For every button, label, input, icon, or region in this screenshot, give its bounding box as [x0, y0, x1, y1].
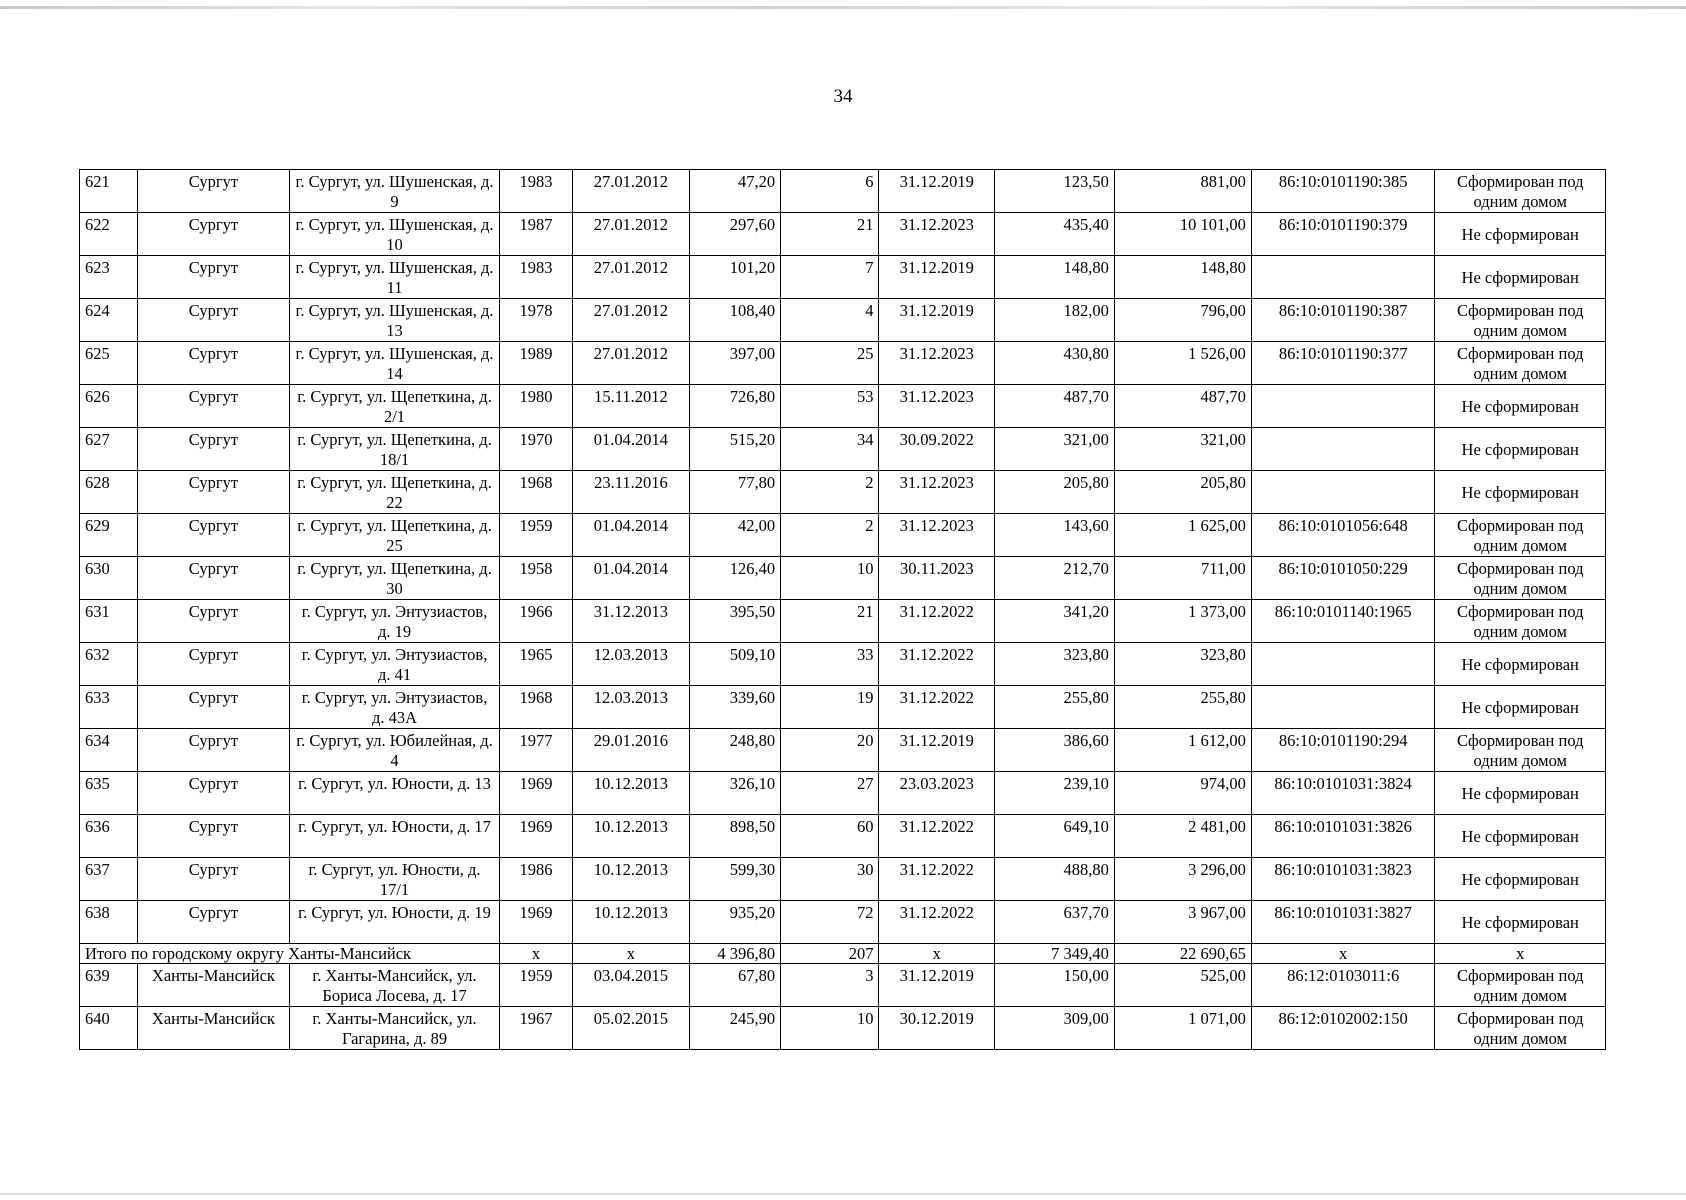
date-start-cell: 23.11.2016 [573, 471, 690, 514]
table-row [80, 901, 1606, 944]
cadastral-number-cell: 86:10:0101190:294 [1251, 729, 1435, 772]
cadastral-number-cell: 86:12:0102002:150 [1251, 1007, 1435, 1050]
status-cell: Не сформирован [1435, 815, 1606, 858]
date-start-cell: 27.01.2012 [573, 256, 690, 299]
year-cell: 1970 [500, 428, 573, 471]
residents-cell: 27 [781, 772, 879, 815]
date-end-cell: 31.12.2019 [879, 170, 995, 213]
value-1-cell: 487,70 [995, 385, 1115, 428]
status-cell: Сформирован под одним домом [1435, 299, 1606, 342]
value-1-cell: 123,50 [995, 170, 1115, 213]
year-cell: 1987 [500, 213, 573, 256]
housing-table [79, 169, 1606, 1050]
value-2-cell: 1 625,00 [1114, 514, 1251, 557]
year-cell: 1959 [500, 514, 573, 557]
address-cell: г. Сургут, ул. Щепеткина, д. 25 [290, 514, 500, 557]
date-end-cell: 31.12.2019 [879, 729, 995, 772]
cadastral-number-cell: 86:10:0101140:1965 [1251, 600, 1435, 643]
value-2-cell: 148,80 [1114, 256, 1251, 299]
date-start-cell: 10.12.2013 [573, 901, 690, 944]
area-cell: 339,60 [689, 686, 780, 729]
area-cell: 248,80 [689, 729, 780, 772]
area-cell: 599,30 [689, 858, 780, 901]
date-end-cell: 30.11.2023 [879, 557, 995, 600]
row-number-cell: 627 [80, 428, 138, 471]
status-cell: Сформирован под одним домом [1435, 1007, 1606, 1050]
residents-cell: 34 [781, 428, 879, 471]
date-end-cell: 31.12.2022 [879, 600, 995, 643]
city-cell: Сургут [137, 643, 289, 686]
year-cell: 1969 [500, 772, 573, 815]
row-number-cell: 621 [80, 170, 138, 213]
cadastral-number-cell: 86:10:0101031:3827 [1251, 901, 1435, 944]
area-cell: 245,90 [689, 1007, 780, 1050]
year-cell: 1968 [500, 471, 573, 514]
table-row [80, 385, 1606, 428]
status-cell: Не сформирован [1435, 643, 1606, 686]
area-cell: 509,10 [689, 643, 780, 686]
value-2-cell: 3 296,00 [1114, 858, 1251, 901]
city-cell: Сургут [137, 170, 289, 213]
date-start-cell: 15.11.2012 [573, 385, 690, 428]
row-number-cell: 630 [80, 557, 138, 600]
row-number-cell: 640 [80, 1007, 138, 1050]
cadastral-number-cell [1251, 686, 1435, 729]
residents-cell: 21 [781, 213, 879, 256]
residents-cell: 72 [781, 901, 879, 944]
table-row [80, 471, 1606, 514]
address-cell: г. Сургут, ул. Щепеткина, д. 22 [290, 471, 500, 514]
row-number-cell: 636 [80, 815, 138, 858]
total-v1-cell: 7 349,40 [995, 944, 1115, 964]
value-2-cell: 711,00 [1114, 557, 1251, 600]
city-cell: Сургут [137, 729, 289, 772]
table-row [80, 170, 1606, 213]
date-start-cell: 27.01.2012 [573, 342, 690, 385]
residents-cell: 33 [781, 643, 879, 686]
residents-cell: 2 [781, 471, 879, 514]
cadastral-number-cell: 86:10:0101190:385 [1251, 170, 1435, 213]
scan-edge-top [0, 6, 1686, 9]
date-start-cell: 10.12.2013 [573, 858, 690, 901]
status-cell: Не сформирован [1435, 471, 1606, 514]
value-1-cell: 150,00 [995, 964, 1115, 1007]
date-start-cell: 29.01.2016 [573, 729, 690, 772]
address-cell: г. Сургут, ул. Щепеткина, д. 30 [290, 557, 500, 600]
residents-cell: 19 [781, 686, 879, 729]
status-cell: Не сформирован [1435, 901, 1606, 944]
cadastral-number-cell: 86:10:0101190:379 [1251, 213, 1435, 256]
date-start-cell: 12.03.2013 [573, 643, 690, 686]
city-cell: Сургут [137, 385, 289, 428]
date-end-cell: 31.12.2023 [879, 385, 995, 428]
date-end-cell: 31.12.2019 [879, 256, 995, 299]
value-2-cell: 10 101,00 [1114, 213, 1251, 256]
value-1-cell: 205,80 [995, 471, 1115, 514]
value-2-cell: 487,70 [1114, 385, 1251, 428]
value-1-cell: 212,70 [995, 557, 1115, 600]
value-2-cell: 205,80 [1114, 471, 1251, 514]
year-cell: 1969 [500, 901, 573, 944]
row-number-cell: 634 [80, 729, 138, 772]
scan-edge-bottom [0, 1193, 1686, 1195]
value-2-cell: 796,00 [1114, 299, 1251, 342]
value-1-cell: 435,40 [995, 213, 1115, 256]
city-cell: Сургут [137, 342, 289, 385]
value-1-cell: 148,80 [995, 256, 1115, 299]
address-cell: г. Ханты-Мансийск, ул. Гагарина, д. 89 [290, 1007, 500, 1050]
year-cell: 1968 [500, 686, 573, 729]
residents-cell: 2 [781, 514, 879, 557]
date-end-cell: 31.12.2022 [879, 686, 995, 729]
address-cell: г. Сургут, ул. Энтузиастов, д. 19 [290, 600, 500, 643]
address-cell: г. Сургут, ул. Шушенская, д. 13 [290, 299, 500, 342]
year-cell: 1967 [500, 1007, 573, 1050]
row-number-cell: 639 [80, 964, 138, 1007]
city-cell: Сургут [137, 471, 289, 514]
table-row [80, 964, 1606, 1007]
area-cell: 397,00 [689, 342, 780, 385]
total-cadastre-cell: х [1251, 944, 1435, 964]
date-start-cell: 10.12.2013 [573, 772, 690, 815]
city-cell: Сургут [137, 686, 289, 729]
row-number-cell: 633 [80, 686, 138, 729]
total-people-cell: 207 [781, 944, 879, 964]
row-number-cell: 632 [80, 643, 138, 686]
address-cell: г. Ханты-Мансийск, ул. Бориса Лосева, д. 17 [290, 964, 500, 1007]
cadastral-number-cell: 86:10:0101031:3826 [1251, 815, 1435, 858]
table-row [80, 428, 1606, 471]
city-cell: Сургут [137, 600, 289, 643]
row-number-cell: 637 [80, 858, 138, 901]
status-cell: Сформирован под одним домом [1435, 342, 1606, 385]
table-row [80, 213, 1606, 256]
area-cell: 42,00 [689, 514, 780, 557]
value-2-cell: 2 481,00 [1114, 815, 1251, 858]
residents-cell: 21 [781, 600, 879, 643]
area-cell: 935,20 [689, 901, 780, 944]
cadastral-number-cell [1251, 385, 1435, 428]
date-end-cell: 30.12.2019 [879, 1007, 995, 1050]
status-cell: Не сформирован [1435, 686, 1606, 729]
address-cell: г. Сургут, ул. Энтузиастов, д. 43А [290, 686, 500, 729]
date-start-cell: 27.01.2012 [573, 213, 690, 256]
value-1-cell: 430,80 [995, 342, 1115, 385]
address-cell: г. Сургут, ул. Щепеткина, д. 18/1 [290, 428, 500, 471]
cadastral-number-cell [1251, 643, 1435, 686]
cadastral-number-cell [1251, 471, 1435, 514]
total-date1-cell: х [573, 944, 690, 964]
status-cell: Не сформирован [1435, 772, 1606, 815]
date-end-cell: 31.12.2022 [879, 643, 995, 686]
row-number-cell: 625 [80, 342, 138, 385]
date-end-cell: 31.12.2019 [879, 299, 995, 342]
table-row [80, 1007, 1606, 1050]
row-number-cell: 628 [80, 471, 138, 514]
residents-cell: 4 [781, 299, 879, 342]
row-number-cell: 635 [80, 772, 138, 815]
row-number-cell: 626 [80, 385, 138, 428]
date-start-cell: 01.04.2014 [573, 557, 690, 600]
value-1-cell: 182,00 [995, 299, 1115, 342]
city-cell: Сургут [137, 428, 289, 471]
year-cell: 1977 [500, 729, 573, 772]
area-cell: 326,10 [689, 772, 780, 815]
address-cell: г. Сургут, ул. Юбилейная, д. 4 [290, 729, 500, 772]
table-row [80, 557, 1606, 600]
city-cell: Сургут [137, 514, 289, 557]
address-cell: г. Сургут, ул. Шушенская, д. 11 [290, 256, 500, 299]
date-end-cell: 30.09.2022 [879, 428, 995, 471]
city-cell: Сургут [137, 213, 289, 256]
value-1-cell: 321,00 [995, 428, 1115, 471]
value-2-cell: 1 373,00 [1114, 600, 1251, 643]
table-row [80, 686, 1606, 729]
table-row [80, 600, 1606, 643]
city-cell: Сургут [137, 772, 289, 815]
city-cell: Сургут [137, 299, 289, 342]
value-2-cell: 525,00 [1114, 964, 1251, 1007]
cadastral-number-cell: 86:10:0101031:3823 [1251, 858, 1435, 901]
table-row [80, 858, 1606, 901]
residents-cell: 10 [781, 557, 879, 600]
status-cell: Сформирован под одним домом [1435, 170, 1606, 213]
status-cell: Не сформирован [1435, 428, 1606, 471]
date-start-cell: 12.03.2013 [573, 686, 690, 729]
total-status-cell: х [1435, 944, 1606, 964]
cadastral-number-cell: 86:10:0101190:377 [1251, 342, 1435, 385]
city-cell: Ханты-Мансийск [137, 964, 289, 1007]
year-cell: 1958 [500, 557, 573, 600]
area-cell: 108,40 [689, 299, 780, 342]
table-row [80, 772, 1606, 815]
city-cell: Сургут [137, 901, 289, 944]
total-row [80, 944, 1606, 964]
residents-cell: 20 [781, 729, 879, 772]
city-cell: Ханты-Мансийск [137, 1007, 289, 1050]
year-cell: 1959 [500, 964, 573, 1007]
area-cell: 297,60 [689, 213, 780, 256]
status-cell: Не сформирован [1435, 256, 1606, 299]
area-cell: 515,20 [689, 428, 780, 471]
value-2-cell: 974,00 [1114, 772, 1251, 815]
status-cell: Не сформирован [1435, 858, 1606, 901]
value-2-cell: 3 967,00 [1114, 901, 1251, 944]
date-end-cell: 31.12.2023 [879, 471, 995, 514]
value-2-cell: 321,00 [1114, 428, 1251, 471]
residents-cell: 7 [781, 256, 879, 299]
value-2-cell: 1 526,00 [1114, 342, 1251, 385]
status-cell: Сформирован под одним домом [1435, 557, 1606, 600]
date-end-cell: 31.12.2022 [879, 858, 995, 901]
value-2-cell: 1 071,00 [1114, 1007, 1251, 1050]
year-cell: 1983 [500, 256, 573, 299]
value-1-cell: 323,80 [995, 643, 1115, 686]
table-row [80, 643, 1606, 686]
area-cell: 126,40 [689, 557, 780, 600]
residents-cell: 3 [781, 964, 879, 1007]
residents-cell: 6 [781, 170, 879, 213]
row-number-cell: 631 [80, 600, 138, 643]
address-cell: г. Сургут, ул. Шушенская, д. 9 [290, 170, 500, 213]
year-cell: 1986 [500, 858, 573, 901]
date-start-cell: 03.04.2015 [573, 964, 690, 1007]
date-start-cell: 27.01.2012 [573, 170, 690, 213]
value-1-cell: 341,20 [995, 600, 1115, 643]
value-1-cell: 239,10 [995, 772, 1115, 815]
cadastral-number-cell: 86:10:0101031:3824 [1251, 772, 1435, 815]
value-1-cell: 637,70 [995, 901, 1115, 944]
table-row [80, 514, 1606, 557]
area-cell: 67,80 [689, 964, 780, 1007]
cadastral-number-cell [1251, 256, 1435, 299]
date-start-cell: 01.04.2014 [573, 514, 690, 557]
table-row [80, 342, 1606, 385]
total-label: Итого по городскому округу Ханты-Мансийск [80, 944, 500, 964]
value-2-cell: 1 612,00 [1114, 729, 1251, 772]
cadastral-number-cell: 86:10:0101050:229 [1251, 557, 1435, 600]
address-cell: г. Сургут, ул. Энтузиастов, д. 41 [290, 643, 500, 686]
value-1-cell: 309,00 [995, 1007, 1115, 1050]
residents-cell: 25 [781, 342, 879, 385]
date-end-cell: 31.12.2023 [879, 514, 995, 557]
address-cell: г. Сургут, ул. Юности, д. 17 [290, 815, 500, 858]
address-cell: г. Сургут, ул. Юности, д. 17/1 [290, 858, 500, 901]
city-cell: Сургут [137, 256, 289, 299]
address-cell: г. Сургут, ул. Юности, д. 13 [290, 772, 500, 815]
city-cell: Сургут [137, 557, 289, 600]
table-row [80, 729, 1606, 772]
date-start-cell: 31.12.2013 [573, 600, 690, 643]
date-start-cell: 10.12.2013 [573, 815, 690, 858]
date-end-cell: 31.12.2023 [879, 213, 995, 256]
cadastral-number-cell [1251, 428, 1435, 471]
area-cell: 898,50 [689, 815, 780, 858]
status-cell: Сформирован под одним домом [1435, 964, 1606, 1007]
year-cell: 1978 [500, 299, 573, 342]
residents-cell: 53 [781, 385, 879, 428]
status-cell: Не сформирован [1435, 213, 1606, 256]
cadastral-number-cell: 86:10:0101056:648 [1251, 514, 1435, 557]
date-end-cell: 31.12.2022 [879, 815, 995, 858]
value-1-cell: 143,60 [995, 514, 1115, 557]
cadastral-number-cell: 86:10:0101190:387 [1251, 299, 1435, 342]
total-area-cell: 4 396,80 [689, 944, 780, 964]
table-row [80, 815, 1606, 858]
address-cell: г. Сургут, ул. Юности, д. 19 [290, 901, 500, 944]
status-cell: Не сформирован [1435, 385, 1606, 428]
value-1-cell: 386,60 [995, 729, 1115, 772]
status-cell: Сформирован под одним домом [1435, 729, 1606, 772]
date-start-cell: 05.02.2015 [573, 1007, 690, 1050]
row-number-cell: 624 [80, 299, 138, 342]
status-cell: Сформирован под одним домом [1435, 600, 1606, 643]
year-cell: 1966 [500, 600, 573, 643]
value-1-cell: 255,80 [995, 686, 1115, 729]
date-end-cell: 31.12.2022 [879, 901, 995, 944]
total-date2-cell: х [879, 944, 995, 964]
date-start-cell: 01.04.2014 [573, 428, 690, 471]
residents-cell: 10 [781, 1007, 879, 1050]
date-end-cell: 31.12.2019 [879, 964, 995, 1007]
year-cell: 1989 [500, 342, 573, 385]
area-cell: 101,20 [689, 256, 780, 299]
city-cell: Сургут [137, 815, 289, 858]
value-1-cell: 488,80 [995, 858, 1115, 901]
row-number-cell: 638 [80, 901, 138, 944]
row-number-cell: 622 [80, 213, 138, 256]
table-row [80, 256, 1606, 299]
area-cell: 726,80 [689, 385, 780, 428]
row-number-cell: 629 [80, 514, 138, 557]
year-cell: 1980 [500, 385, 573, 428]
status-cell: Сформирован под одним домом [1435, 514, 1606, 557]
date-end-cell: 23.03.2023 [879, 772, 995, 815]
total-v2-cell: 22 690,65 [1114, 944, 1251, 964]
year-cell: 1969 [500, 815, 573, 858]
cadastral-number-cell: 86:12:0103011:6 [1251, 964, 1435, 1007]
residents-cell: 60 [781, 815, 879, 858]
residents-cell: 30 [781, 858, 879, 901]
area-cell: 77,80 [689, 471, 780, 514]
value-2-cell: 255,80 [1114, 686, 1251, 729]
city-cell: Сургут [137, 858, 289, 901]
value-2-cell: 881,00 [1114, 170, 1251, 213]
area-cell: 395,50 [689, 600, 780, 643]
value-1-cell: 649,10 [995, 815, 1115, 858]
address-cell: г. Сургут, ул. Шушенская, д. 14 [290, 342, 500, 385]
table-row [80, 299, 1606, 342]
area-cell: 47,20 [689, 170, 780, 213]
year-cell: 1983 [500, 170, 573, 213]
address-cell: г. Сургут, ул. Шушенская, д. 10 [290, 213, 500, 256]
address-cell: г. Сургут, ул. Щепеткина, д. 2/1 [290, 385, 500, 428]
table-body [80, 170, 1606, 1050]
row-number-cell: 623 [80, 256, 138, 299]
total-year-cell: х [500, 944, 573, 964]
page-number: 34 [833, 86, 853, 107]
year-cell: 1965 [500, 643, 573, 686]
date-start-cell: 27.01.2012 [573, 299, 690, 342]
value-2-cell: 323,80 [1114, 643, 1251, 686]
date-end-cell: 31.12.2023 [879, 342, 995, 385]
